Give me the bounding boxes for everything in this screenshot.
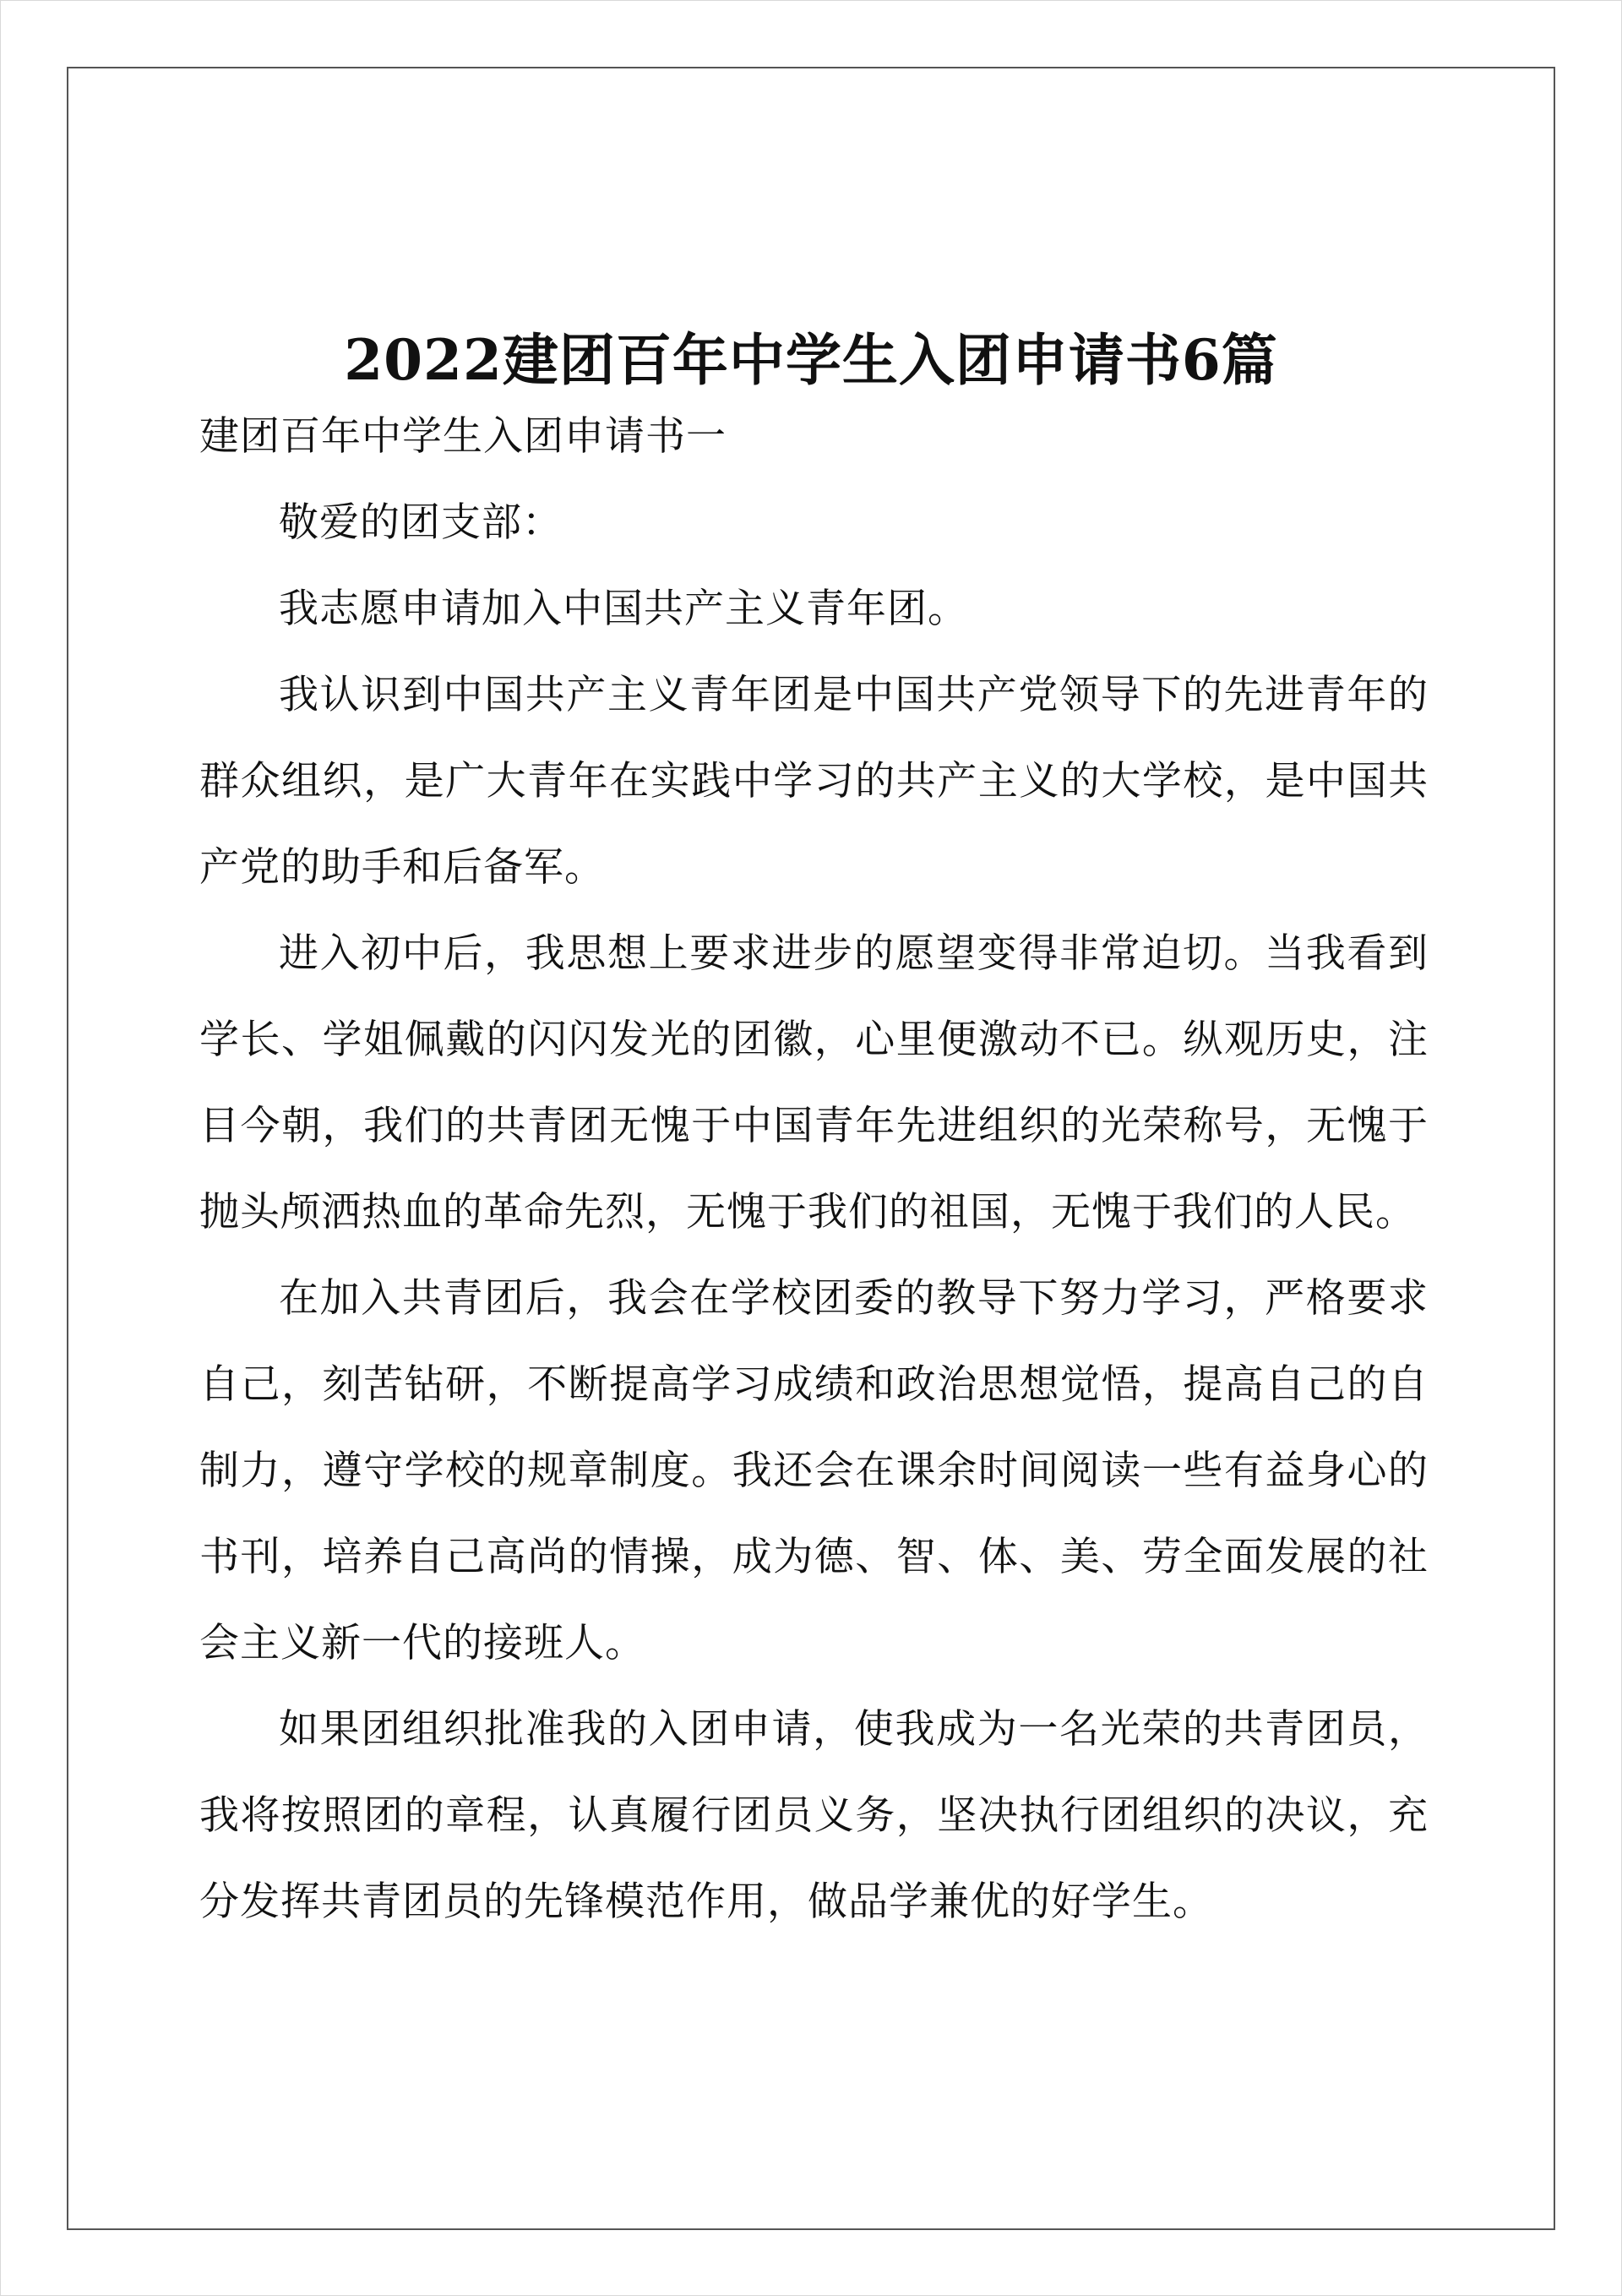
paragraph: 如果团组织批准我的入团申请，使我成为一名光荣的共青团员，我将按照团的章程，认真履行团员义务，坚决执行团组织的决议，充分发挥共青团员的先锋模范作用，做品学兼优的好学生。 [199,1706,1429,1925]
section-heading: 建团百年中学生入团申请书一 [199,413,727,460]
paragraph: 我志愿申请加入中国共产主义青年团。 [279,586,968,632]
salutation: 敬爱的团支部： [279,499,563,546]
document-title: 2022建团百年中学生入团申请书6篇 [344,327,1278,393]
document-body [199,394,1429,1945]
paragraph: 我认识到中国共产主义青年团是中国共产党领导下的先进青年的群众组织，是广大青年在实践中学习的共产主义的大学校，是中国共产党的助手和后备军。 [199,672,1429,891]
paragraph: 在加入共青团后，我会在学校团委的教导下努力学习，严格要求自己，刻苦钻研，不断提高学习成绩和政治思想觉悟，提高自己的自制力，遵守学校的规章制度。我还会在课余时间阅读一些有益身心的书刊，培养自己高尚的情操，成为德、智、体、美、劳全面发展的社会主义新一代的接班人。 [199,1275,1429,1666]
paragraph: 进入初中后，我思想上要求进步的愿望变得非常迫切。当我看到学长、学姐佩戴的闪闪发光的团徽，心里便激动不已。纵观历史，注目今朝，我们的共青团无愧于中国青年先进组织的光荣称号，无愧于抛头颅洒热血的革命先烈，无愧于我们的祖国，无愧于我们的人民。 [199,930,1429,1235]
